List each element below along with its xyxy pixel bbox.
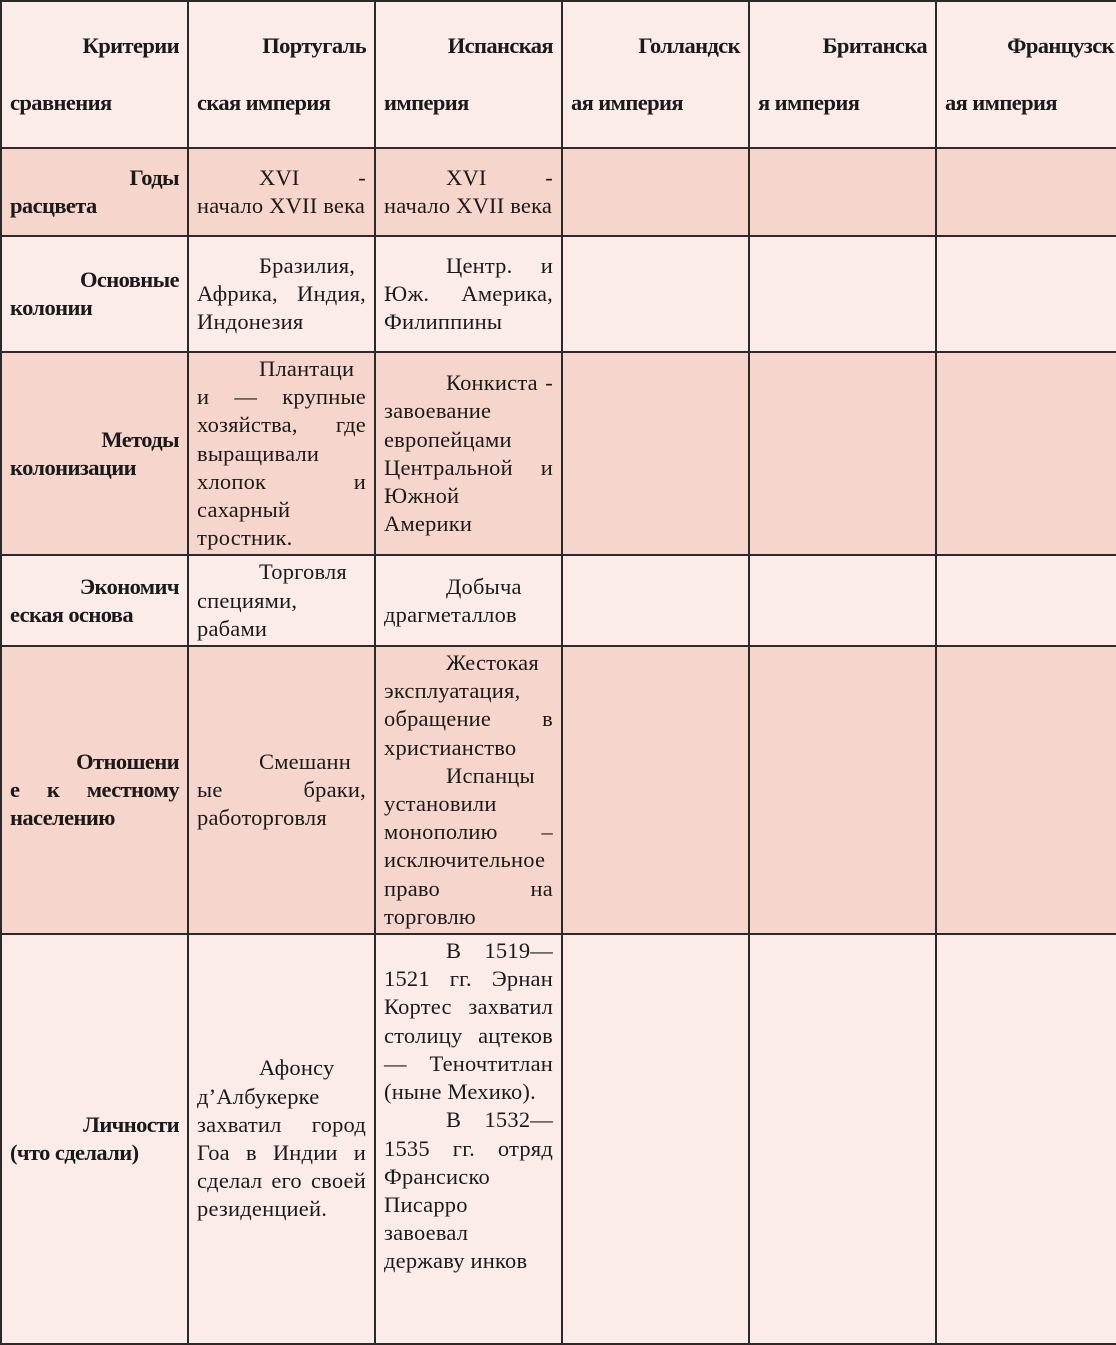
header-holland xyxy=(562,1,749,148)
spain-economy xyxy=(375,555,562,646)
britain-years xyxy=(749,148,936,236)
britain-colonies xyxy=(749,236,936,352)
header-spain xyxy=(375,1,562,148)
portugal-methods xyxy=(188,352,375,555)
spain-years xyxy=(375,148,562,236)
spain-colonies xyxy=(375,236,562,352)
portugal-attitude xyxy=(188,646,375,934)
cell-text: Добыча драгметаллов xyxy=(384,573,522,627)
header-criteria-line1: Критерии xyxy=(82,33,179,59)
criterion-line2: е к местному xyxy=(10,776,179,802)
france-persons xyxy=(936,934,1116,1344)
spain-attitude xyxy=(375,646,562,934)
criterion-economy xyxy=(1,555,188,646)
portugal-persons xyxy=(188,934,375,1344)
header-criteria-line2: сравнения xyxy=(10,89,112,115)
portugal-years xyxy=(188,148,375,236)
holland-years xyxy=(562,148,749,236)
criterion-methods xyxy=(1,352,188,555)
header-portugal-line1: Португаль xyxy=(262,33,366,59)
france-attitude xyxy=(936,646,1116,934)
criterion-line3: (что сделали) xyxy=(10,1140,139,1166)
cell-text: Смешанные браки, работорговля xyxy=(197,748,366,831)
cell-text: XVI - начало XVII века xyxy=(384,164,553,219)
header-holland-line1: Голландск xyxy=(638,33,740,59)
france-economy xyxy=(936,555,1116,646)
cell-text: В 1519—1521 гг. Эрнан Кортес захватил столицу ацтеков — Теночтитлан (ныне Мехико). xyxy=(384,938,553,1105)
criterion-line1: Основные xyxy=(79,266,179,292)
cell-text: Жестокая эксплуатация, обращение в христианство xyxy=(384,650,553,760)
header-holland-line2: ая империя xyxy=(571,89,683,115)
cell-text: XVI - начало XVII века xyxy=(197,164,366,219)
criterion-line3: колонии xyxy=(10,295,93,321)
header-criteria xyxy=(1,1,188,148)
row-attitude xyxy=(1,646,1116,934)
portugal-economy xyxy=(188,555,375,646)
header-portugal xyxy=(188,1,375,148)
cell-text: Торговля специями, рабами xyxy=(197,559,347,641)
header-france xyxy=(936,1,1116,148)
holland-economy xyxy=(562,555,749,646)
header-france-line1: Французск xyxy=(1007,33,1114,59)
cell-text: Испанцы установили монополию – исключительное право на торговлю xyxy=(384,762,553,929)
header-portugal-line2: ская империя xyxy=(197,89,331,115)
cell-text: В 1532—1535 гг. отряд Франсиско Писарро завоевал державу инков xyxy=(384,1107,553,1274)
holland-persons xyxy=(562,934,749,1344)
criterion-line1: Отношени xyxy=(76,748,179,774)
criterion-line3: населению xyxy=(10,805,115,831)
header-row xyxy=(1,1,1116,148)
row-colonies xyxy=(1,236,1116,352)
criterion-years xyxy=(1,148,188,236)
holland-attitude xyxy=(562,646,749,934)
portugal-colonies xyxy=(188,236,375,352)
cell-text: Афонсу д’Албукерке захватил город Гоа в Индии и сделал его своей резиденцией. xyxy=(197,1055,366,1222)
criterion-line1: Экономич xyxy=(79,573,179,599)
header-britain-line2: я империя xyxy=(758,89,860,115)
france-colonies xyxy=(936,236,1116,352)
criterion-line1: Личности xyxy=(83,1111,179,1137)
header-britain-line1: Британска xyxy=(822,33,927,59)
criterion-persons xyxy=(1,934,188,1344)
criterion-line1: Годы xyxy=(129,164,179,190)
france-methods xyxy=(936,352,1116,555)
row-economy xyxy=(1,555,1116,646)
cell-text: Конкиста - завоевание европейцами Центральной и Южной Америки xyxy=(384,370,553,537)
row-years xyxy=(1,148,1116,236)
holland-methods xyxy=(562,352,749,555)
cell-text: Плантации — крупные хозяйства, где выращивали хлопок и сахарный тростник. xyxy=(197,356,366,551)
header-spain-line2: империя xyxy=(384,89,469,115)
header-britain xyxy=(749,1,936,148)
britain-economy xyxy=(749,555,936,646)
cell-text: Центр. и Юж. Америка, Филиппины xyxy=(384,252,553,335)
row-methods xyxy=(1,352,1116,555)
header-spain-line1: Испанская xyxy=(447,33,553,59)
britain-methods xyxy=(749,352,936,555)
criterion-line1: Методы xyxy=(101,426,179,452)
britain-persons xyxy=(749,934,936,1344)
header-france-line2: ая империя xyxy=(945,89,1057,115)
criterion-colonies xyxy=(1,236,188,352)
france-years xyxy=(936,148,1116,236)
holland-colonies xyxy=(562,236,749,352)
criterion-line3: колонизации xyxy=(10,454,137,480)
spain-persons xyxy=(375,934,562,1344)
criterion-attitude xyxy=(1,646,188,934)
criterion-line3: расцвета xyxy=(10,193,97,219)
spain-methods xyxy=(375,352,562,555)
britain-attitude xyxy=(749,646,936,934)
row-persons xyxy=(1,934,1116,1344)
cell-text: Бразилия, Африка, Индия, Индонезия xyxy=(197,252,366,335)
criterion-line3: еская основа xyxy=(10,601,134,627)
